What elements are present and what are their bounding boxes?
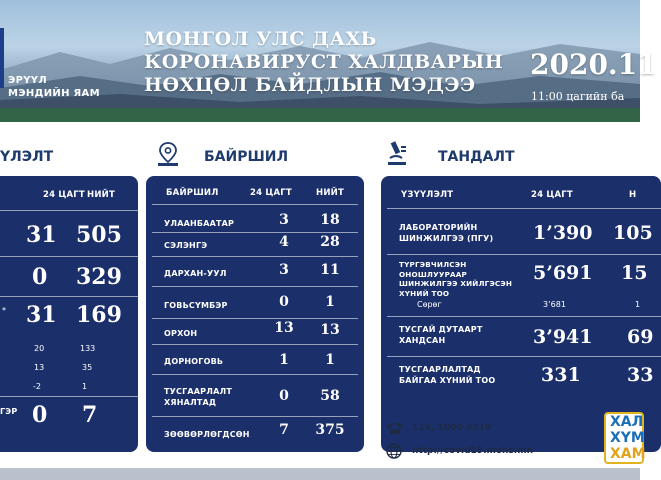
col-header-total: НИЙТ xyxy=(87,190,115,200)
badge-line: ХАЛ xyxy=(610,414,644,430)
divider xyxy=(0,396,138,397)
section-title-cases: ҮЛЭЛТ xyxy=(0,149,54,165)
section-title-testing: ТАНДАЛТ xyxy=(438,149,515,165)
location-24h-value: 1 xyxy=(279,352,289,368)
header-banner xyxy=(0,0,657,122)
location-total-value: 18 xyxy=(320,212,340,228)
location-panel xyxy=(146,176,364,452)
indicator-total-value: 105 xyxy=(613,222,653,244)
testing-panel xyxy=(381,176,661,452)
divider xyxy=(152,318,358,319)
divider xyxy=(152,256,358,257)
campaign-badge xyxy=(604,412,644,464)
location-total-value: 1 xyxy=(325,352,335,368)
location-24h-value: 0 xyxy=(279,388,289,404)
divider xyxy=(152,374,358,375)
indicator-label: ЛАБОРАТОРИЙН ШИНЖИЛГЭЭ (ПГУ) xyxy=(399,223,494,243)
indicator-sub-total-value: 1 xyxy=(635,300,641,309)
globe-icon xyxy=(386,443,402,459)
col-header-24h: 24 ЦАГТ xyxy=(43,190,85,200)
col-header-total: НИЙТ xyxy=(316,188,344,198)
row-label: ГЭР xyxy=(0,407,18,416)
microscope-icon xyxy=(384,140,410,168)
divider xyxy=(152,286,358,287)
active-total-value: 169 xyxy=(76,302,122,328)
location-total-value: 375 xyxy=(315,422,345,438)
location-name: ТУСГААРЛАЛТ ХЯНАЛТАД xyxy=(164,387,232,407)
location-total-value: 28 xyxy=(320,234,340,250)
location-total-value: 1 xyxy=(325,294,335,310)
report-date: 2020.11 xyxy=(530,48,657,81)
location-total-value: 11 xyxy=(320,262,340,278)
sub-total-value: 35 xyxy=(82,363,93,372)
col-header-indicator: ҮЗҮҮЛЭЛТ xyxy=(401,190,454,200)
divider xyxy=(0,256,138,257)
contact-phone: 119, 1800-0119 xyxy=(412,423,492,433)
location-pin-icon xyxy=(156,142,180,168)
sub-24h-value: 20 xyxy=(34,344,45,353)
location-name: ДАРХАН-УУЛ xyxy=(164,269,227,278)
divider xyxy=(152,204,358,205)
contact-website[interactable]: http://covid19.mohs.mn xyxy=(412,446,534,456)
report-time: 11:00 цагийн ба xyxy=(531,90,625,103)
cases-total-value: 505 xyxy=(76,222,122,248)
location-name: ОРХОН xyxy=(164,329,198,338)
ministry-name: ЭРҮҮЛ МЭНДИЙН ЯАМ xyxy=(8,75,100,99)
recovered-24h-value: 0 xyxy=(32,264,48,290)
indicator-24h-value: 3’941 xyxy=(533,326,593,348)
divider xyxy=(152,416,358,417)
divider xyxy=(152,344,358,345)
sub-24h-value: -2 xyxy=(33,382,41,391)
sub-total-value: 133 xyxy=(80,344,96,353)
location-total-value: 13 xyxy=(320,322,340,338)
report-title: МОНГОЛ УЛС ДАХЬ КОРОНАВИРУСТ ХАЛДВАРЫН НӨХЦӨЛ БАЙДЛЫН МЭДЭЭ xyxy=(144,28,504,96)
badge-line: ХҮМ xyxy=(610,430,645,446)
cases-panel xyxy=(0,176,138,452)
indicator-label: ТУСГАЙ ДУТААРТ ХАНДСАН xyxy=(399,325,483,345)
divider xyxy=(387,208,661,209)
sub-total-value: 1 xyxy=(82,382,88,391)
indicator-total-value: 33 xyxy=(627,364,654,386)
indicator-24h-value: 1’390 xyxy=(533,222,593,244)
indicator-total-value: 15 xyxy=(621,262,648,284)
phone-icon xyxy=(386,421,404,435)
location-24h-value: 4 xyxy=(279,234,289,250)
location-24h-value: 0 xyxy=(279,294,289,310)
footer-bar xyxy=(0,468,640,480)
deaths-total-value: 7 xyxy=(82,402,98,428)
indicator-24h-value: 5’691 xyxy=(533,262,593,284)
recovered-total-value: 329 xyxy=(76,264,122,290)
indicator-label: ТУСГААРЛАЛТАД БАЙГАА ХҮНИЙ ТОО xyxy=(399,365,496,385)
indicator-24h-value: 331 xyxy=(541,364,581,386)
location-24h-value: 3 xyxy=(279,262,289,278)
location-24h-value: 3 xyxy=(279,212,289,228)
col-header-24h: 24 ЦАГТ xyxy=(531,190,573,200)
col-header-24h: 24 ЦАГТ xyxy=(250,188,292,198)
cases-24h-value: 31 xyxy=(26,222,57,248)
divider xyxy=(387,254,661,255)
indicator-total-value: 69 xyxy=(627,326,654,348)
sub-24h-value: 13 xyxy=(34,363,45,372)
divider xyxy=(0,210,138,211)
section-title-location: БАЙРШИЛ xyxy=(204,149,289,165)
location-24h-value: 13 xyxy=(274,320,294,336)
location-name: УЛААНБААТАР xyxy=(164,219,235,228)
deaths-24h-value: 0 xyxy=(32,402,48,428)
indicator-label: ТҮРГЭВЧИЛСЭН ОНОШЛУУРААР ШИНЖИЛГЭЭ ХИЙЛГЭСЭН ХҮНИЙ ТОО xyxy=(399,260,513,298)
badge-line: ХАМ xyxy=(610,446,646,462)
location-name: ГОВЬСҮМБЭР xyxy=(164,301,228,310)
location-24h-value: 7 xyxy=(279,422,289,438)
location-name: ЗӨӨВӨРЛӨГДСӨН xyxy=(164,430,250,439)
location-total-value: 58 xyxy=(320,388,340,404)
divider xyxy=(387,356,661,357)
indicator-sub-label: Сөрөг xyxy=(417,300,442,309)
divider xyxy=(387,316,661,317)
divider xyxy=(0,296,138,297)
col-header-total: Н xyxy=(629,190,637,200)
ministry-logo-mark xyxy=(0,28,4,88)
location-name: СЭЛЭНГЭ xyxy=(164,241,208,250)
location-name: ДОРНОГОВЬ xyxy=(164,357,224,366)
row-mark: * xyxy=(2,306,6,315)
col-header-location: БАЙРШИЛ xyxy=(166,188,219,198)
active-24h-value: 31 xyxy=(26,302,57,328)
divider xyxy=(152,232,358,233)
indicator-sub-24h-value: 3’681 xyxy=(543,300,566,309)
